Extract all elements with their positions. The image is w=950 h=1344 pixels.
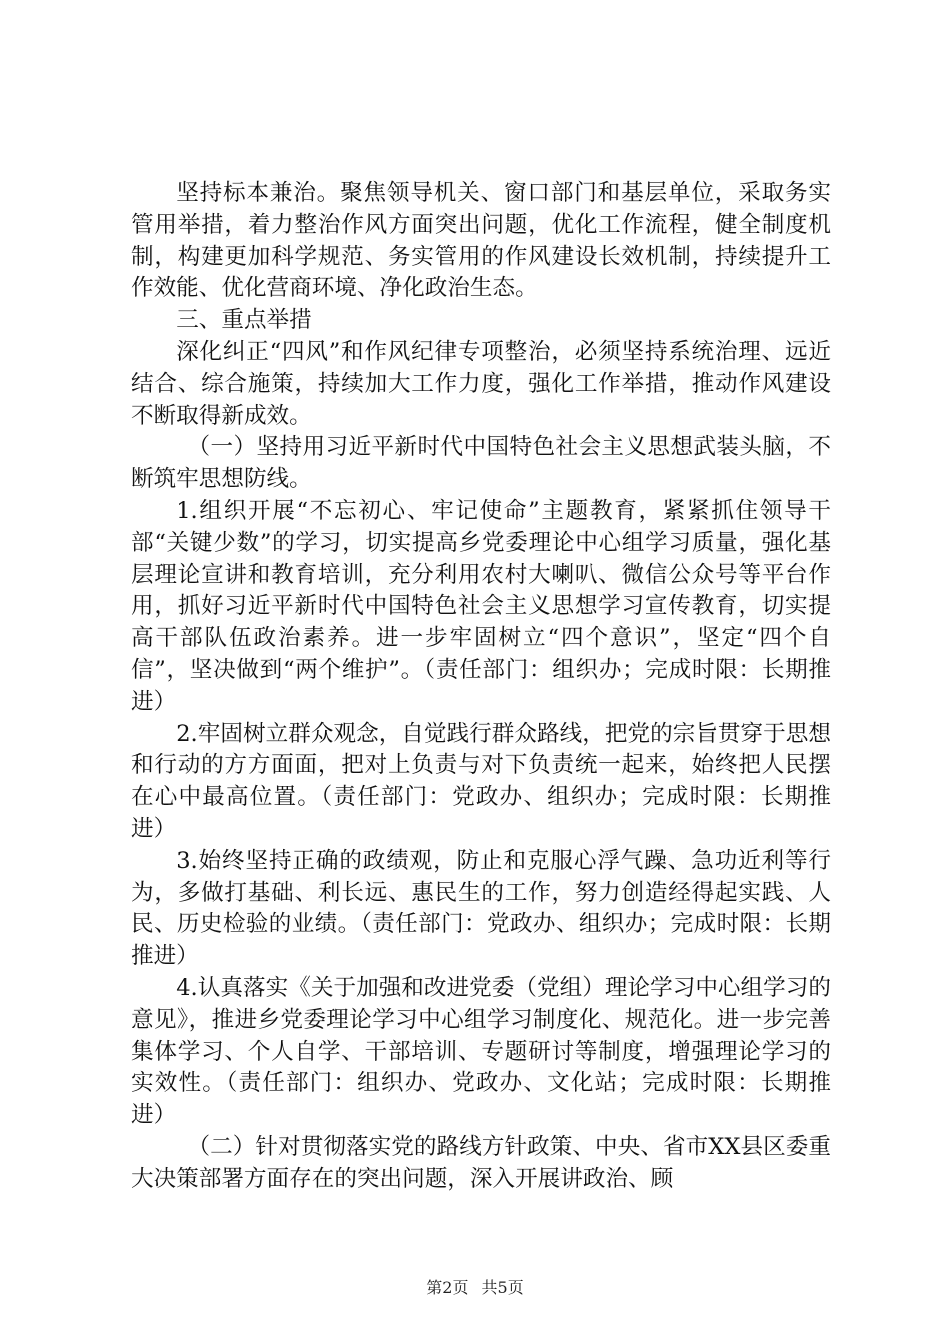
list-item-3: 3.始终坚持正确的政绩观，防止和克服心浮气躁、急功近利等行为，多做打基础、利长远、惠民生的工作，努力创造经得起实践、人民、历史检验的业绩。（责任部门：党政办、组织办；完成时限：长期推进） — [131, 847, 831, 970]
document-body — [131, 178, 831, 1196]
list-item-1: 1.组织开展“不忘初心、牢记使命”主题教育，紧紧抓住领导干部“关键少数”的学习，切实提高乡党委理论中心组学习质量，强化基层理论宣讲和教育培训，充分利用农村大喇叭、微信公众号等平台作用，抓好习近平新时代中国特色社会主义思想学习宣传教育，切实提高干部队伍政治素养。进一步牢固树立“四个意识”，坚定“四个自信”，坚决做到“两个维护”。（责任部门：组织办；完成时限：长期推进） — [131, 497, 831, 715]
paragraph-treat-root-causes: 坚持标本兼治。聚焦领导机关、窗口部门和基层单位，采取务实管用举措，着力整治作风方面突出问题，优化工作流程，健全制度机制，构建更加科学规范、务实管用的作风建设长效机制，持续提升工作效能、优化营商环境、净化政治生态。 — [131, 180, 831, 302]
subsection-heading-1: （一）坚持用习近平新时代中国特色社会主义思想武装头脑，不断筑牢思想防线。 — [131, 434, 831, 493]
list-item-2: 2.牢固树立群众观念，自觉践行群众路线，把党的宗旨贯穿于思想和行动的方方面面，把对上负责与对下负责统一起来，始终把人民摆在心中最高位置。（责任部门：党政办、组织办；完成时限：长期推进） — [131, 720, 831, 842]
section-heading-key-measures: 三、重点举措 — [176, 307, 312, 334]
page-footer — [0, 1278, 950, 1298]
paragraph-deepen-rectification: 深化纠正“四风”和作风纪律专项整治，必须坚持系统治理、远近结合、综合施策，持续加大工作力度，强化工作举措，推动作风建设不断取得新成效。 — [131, 338, 831, 429]
list-item-4: 4.认真落实《关于加强和改进党委（党组）理论学习中心组学习的意见》，推进乡党委理论学习中心组学习制度化、规范化。进一步完善集体学习、个人自学、干部培训、专题研讨等制度，增强理论学习的实效性。（责任部门：组织办、党政办、文化站；完成时限：长期推进） — [131, 974, 831, 1129]
page-number: 第2页 — [426, 1278, 469, 1297]
page-total: 共5页 — [481, 1278, 524, 1297]
subsection-heading-2: （二）针对贯彻落实党的路线方针政策、中央、省市XX县区委重大决策部署方面存在的突出问题，深入开展讲政治、顾 — [131, 1133, 831, 1192]
